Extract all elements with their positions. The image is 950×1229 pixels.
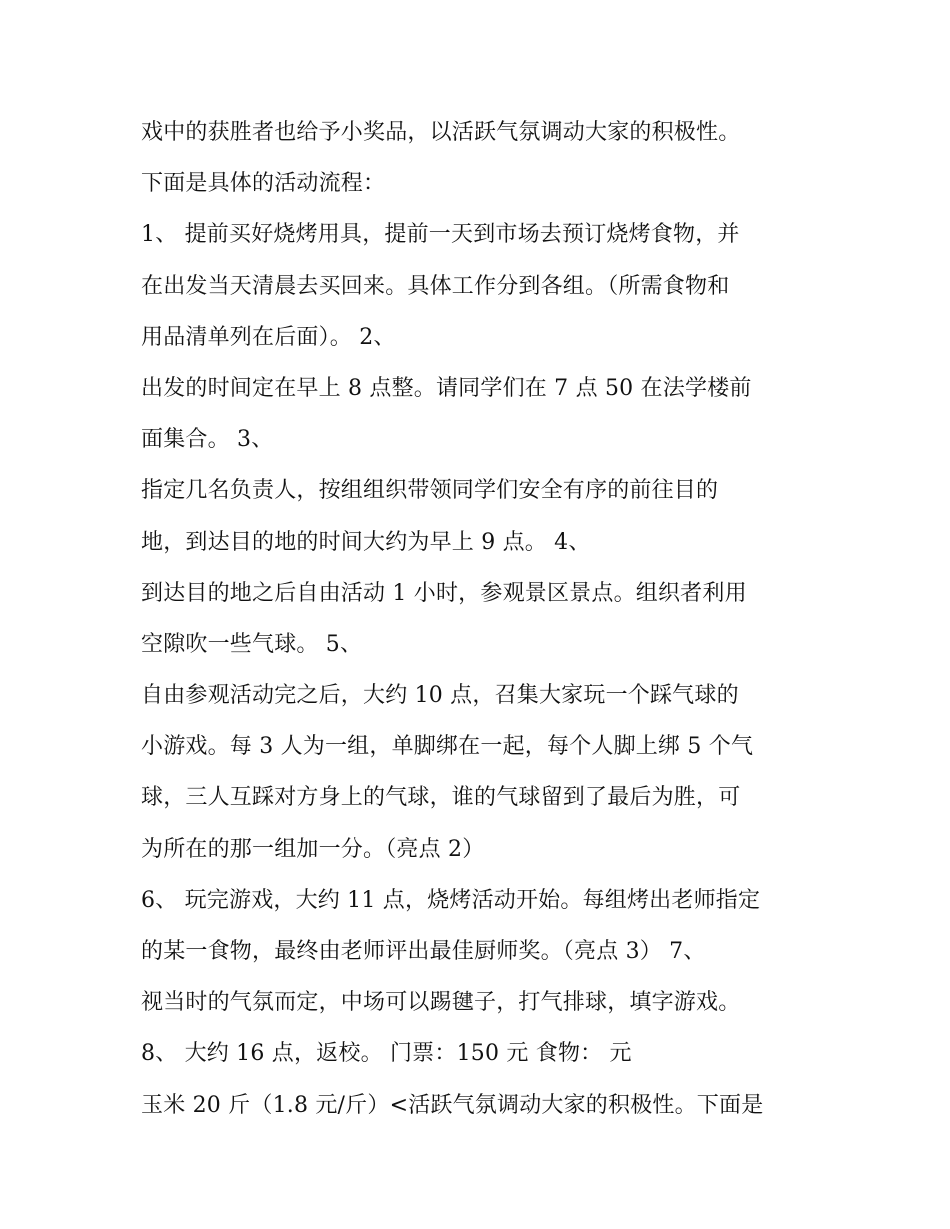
text-line: 地，到达目的地的时间大约为早上 9 点。 4、 <box>141 529 591 555</box>
text-line: 玉米 20 斤（1.8 元/斤）<活跃气氛调动大家的积极性。下面是 <box>141 1092 764 1118</box>
text-line: 小游戏。每 3 人为一组，单脚绑在一起，每个人脚上绑 5 个气 <box>141 734 754 760</box>
text-line: 8、 大约 16 点，返校。 门票：150 元 食物： 元 <box>141 1041 632 1067</box>
text-line: 球，三人互踩对方身上的气球，谁的气球留到了最后为胜，可 <box>141 785 741 811</box>
text-line: 用品清单列在后面）。 2、 <box>141 324 396 350</box>
text-line: 视当时的气氛而定，中场可以踢毽子，打气排球，填字游戏。 <box>141 990 741 1016</box>
text-line: 空隙吹一些气球。 5、 <box>141 631 363 657</box>
text-line: 为所在的那一组加一分。（亮点 2） <box>141 836 485 862</box>
text-line: 戏中的获胜者也给予小奖品，以活跃气氛调动大家的积极性。 <box>141 120 741 145</box>
text-line: 自由参观活动完之后，大约 10 点，召集大家玩一个踩气球的 <box>141 683 739 709</box>
text-line: 下面是具体的活动流程： <box>141 171 386 197</box>
document-body <box>141 107 821 1131</box>
text-line: 在出发当天清晨去买回来。具体工作分到各组。（所需食物和 <box>141 273 730 299</box>
text-line: 6、 玩完游戏，大约 11 点，烧烤活动开始。每组烤出老师指定 <box>141 887 761 913</box>
text-line: 的某一食物，最终由老师评出最佳厨师奖。（亮点 3） 7、 <box>141 939 706 964</box>
text-line: 面集合。 3、 <box>141 427 274 453</box>
text-line: 出发的时间定在早上 8 点整。请同学们在 7 点 50 在法学楼前 <box>141 375 752 401</box>
text-line: 1、 提前买好烧烤用具，提前一天到市场去预订烧烤食物，并 <box>141 222 740 248</box>
text-line: 到达目的地之后自由活动 1 小时，参观景区景点。组织者利用 <box>141 580 747 606</box>
text-line: 指定几名负责人，按组组织带领同学们安全有序的前往目的 <box>141 478 719 504</box>
